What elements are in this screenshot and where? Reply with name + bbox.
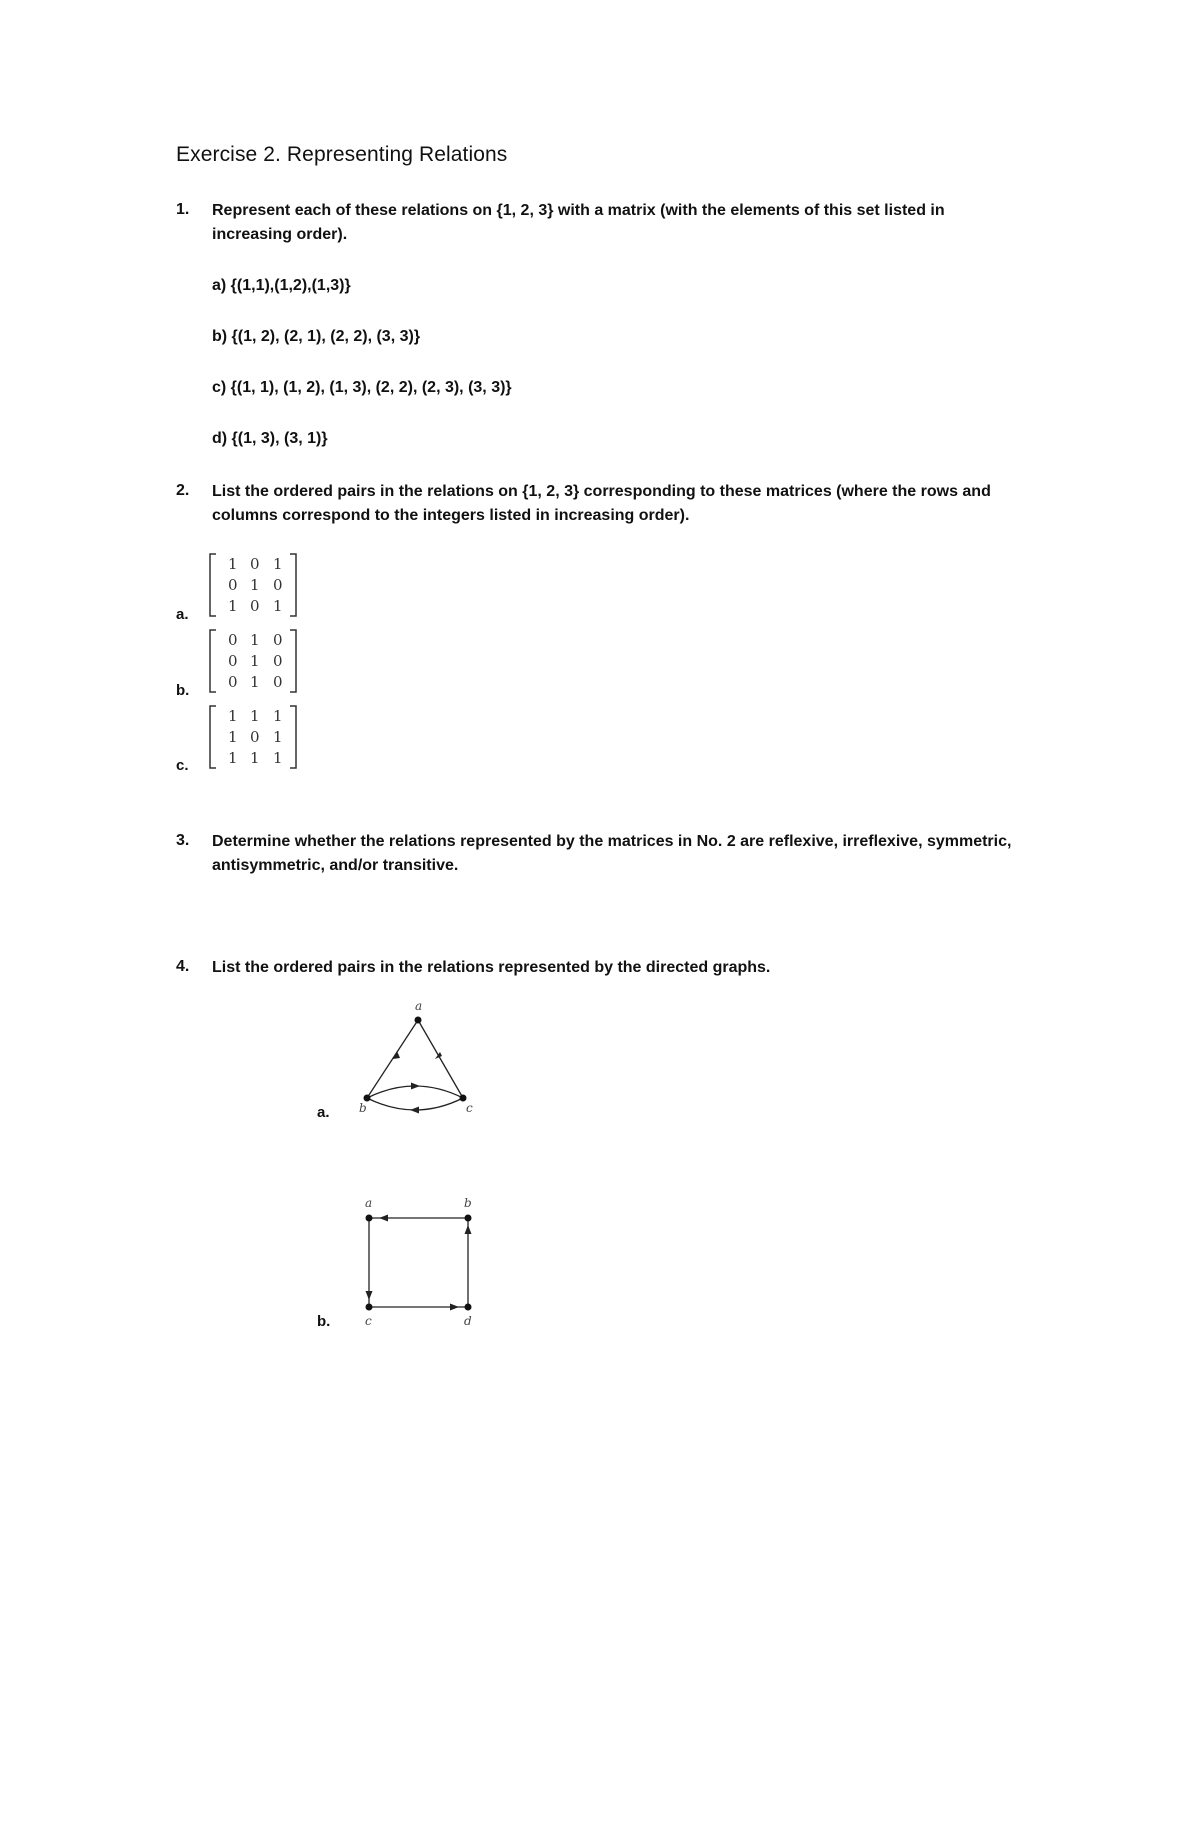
node-a	[366, 1215, 373, 1222]
matrix-a-cell: 0	[250, 555, 260, 573]
page-title: Exercise 2. Representing Relations	[176, 143, 508, 166]
arrowhead-b-a	[379, 1215, 388, 1222]
matrix-a	[208, 551, 298, 619]
matrix-b	[208, 627, 298, 695]
node-d	[465, 1304, 472, 1311]
node-b	[465, 1215, 472, 1222]
q3-text	[212, 830, 1092, 878]
matrix-b-label: b.	[176, 682, 190, 699]
matrix-b-cell: 0	[228, 673, 238, 691]
q2-line2: columns correspond to the integers listed in increasing order).	[212, 507, 690, 524]
arrowhead-c-b	[410, 1107, 419, 1114]
q4-text	[212, 956, 1092, 980]
matrix-b-cell: 1	[250, 631, 260, 649]
node-b-label: b	[359, 1101, 367, 1115]
arrowhead-a-c	[366, 1291, 373, 1300]
matrix-a-cell: 1	[228, 555, 238, 573]
q1-line2: increasing order).	[212, 226, 348, 243]
matrix-c-cell: 1	[228, 707, 238, 725]
node-c-label: c	[365, 1314, 372, 1328]
q3-line2: antisymmetric, and/or transitive.	[212, 857, 459, 874]
arrowhead-c-d	[450, 1304, 459, 1311]
matrix-c-label: c.	[176, 757, 189, 774]
matrix-c-cell: 0	[250, 728, 260, 746]
matrix-b-cell: 1	[250, 652, 260, 670]
node-b-label: b	[464, 1196, 472, 1210]
matrix-b-cell: 0	[273, 673, 283, 691]
matrix-c-cell: 1	[250, 707, 260, 725]
q2-number: 2.	[176, 482, 190, 499]
arrowhead-a-c	[435, 1052, 442, 1059]
matrix-a-cell: 0	[228, 576, 238, 594]
q1-number: 1.	[176, 201, 190, 218]
q2-line1: List the ordered pairs in the relations on {1, 2, 3} corresponding to these matrices (where the rows and	[212, 483, 991, 500]
graph-a	[355, 996, 485, 1121]
matrix-c-cell: 1	[273, 728, 283, 746]
q1-item-d: d) {(1, 3), (3, 1)}	[212, 430, 328, 447]
matrix-a-cell: 0	[273, 576, 283, 594]
q4-line1: List the ordered pairs in the relations represented by the directed graphs.	[212, 959, 771, 976]
matrix-a-cell: 1	[250, 576, 260, 594]
node-c-label: c	[466, 1101, 473, 1115]
matrix-a-cell: 1	[228, 597, 238, 615]
q3-line1: Determine whether the relations represented by the matrices in No. 2 are reflexive, irreflexive, symmetric,	[212, 833, 1012, 850]
node-a	[415, 1017, 422, 1024]
q1-item-c: c) {(1, 1), (1, 2), (1, 3), (2, 2), (2, 3), (3, 3)}	[212, 379, 512, 396]
arrowhead-b-c	[411, 1083, 420, 1090]
matrix-c-cell: 1	[228, 749, 238, 767]
matrix-b-cell: 1	[250, 673, 260, 691]
matrix-a-label: a.	[176, 606, 189, 623]
matrix-a-cell: 1	[273, 555, 283, 573]
graph-b	[355, 1192, 485, 1337]
matrix-b-cell: 0	[228, 652, 238, 670]
node-a-label: a	[415, 999, 423, 1013]
q2-text	[212, 480, 1092, 528]
node-d-label: d	[464, 1314, 472, 1328]
matrix-a-cell: 1	[273, 597, 283, 615]
matrix-c-cell: 1	[273, 707, 283, 725]
graph-a-label: a.	[317, 1104, 330, 1121]
matrix-c-cell: 1	[273, 749, 283, 767]
graph-b-label: b.	[317, 1313, 331, 1330]
matrix-c	[208, 703, 298, 771]
q1-text	[212, 199, 1092, 247]
matrix-a-cell: 0	[250, 597, 260, 615]
arrowhead-d-b	[465, 1225, 472, 1234]
matrix-b-cell: 0	[273, 652, 283, 670]
q1-line1: Represent each of these relations on {1, 2, 3} with a matrix (with the elements of this set listed in	[212, 202, 945, 219]
q4-number: 4.	[176, 958, 190, 975]
matrix-c-cell: 1	[250, 749, 260, 767]
q1-item-b: b) {(1, 2), (2, 1), (2, 2), (3, 3)}	[212, 328, 421, 345]
matrix-b-cell: 0	[228, 631, 238, 649]
arrowhead-a-b	[393, 1051, 400, 1059]
node-c	[366, 1304, 373, 1311]
q3-number: 3.	[176, 832, 190, 849]
matrix-c-cell: 1	[228, 728, 238, 746]
q1-item-a: a) {(1,1),(1,2),(1,3)}	[212, 277, 351, 294]
matrix-b-cell: 0	[273, 631, 283, 649]
node-a-label: a	[365, 1196, 373, 1210]
